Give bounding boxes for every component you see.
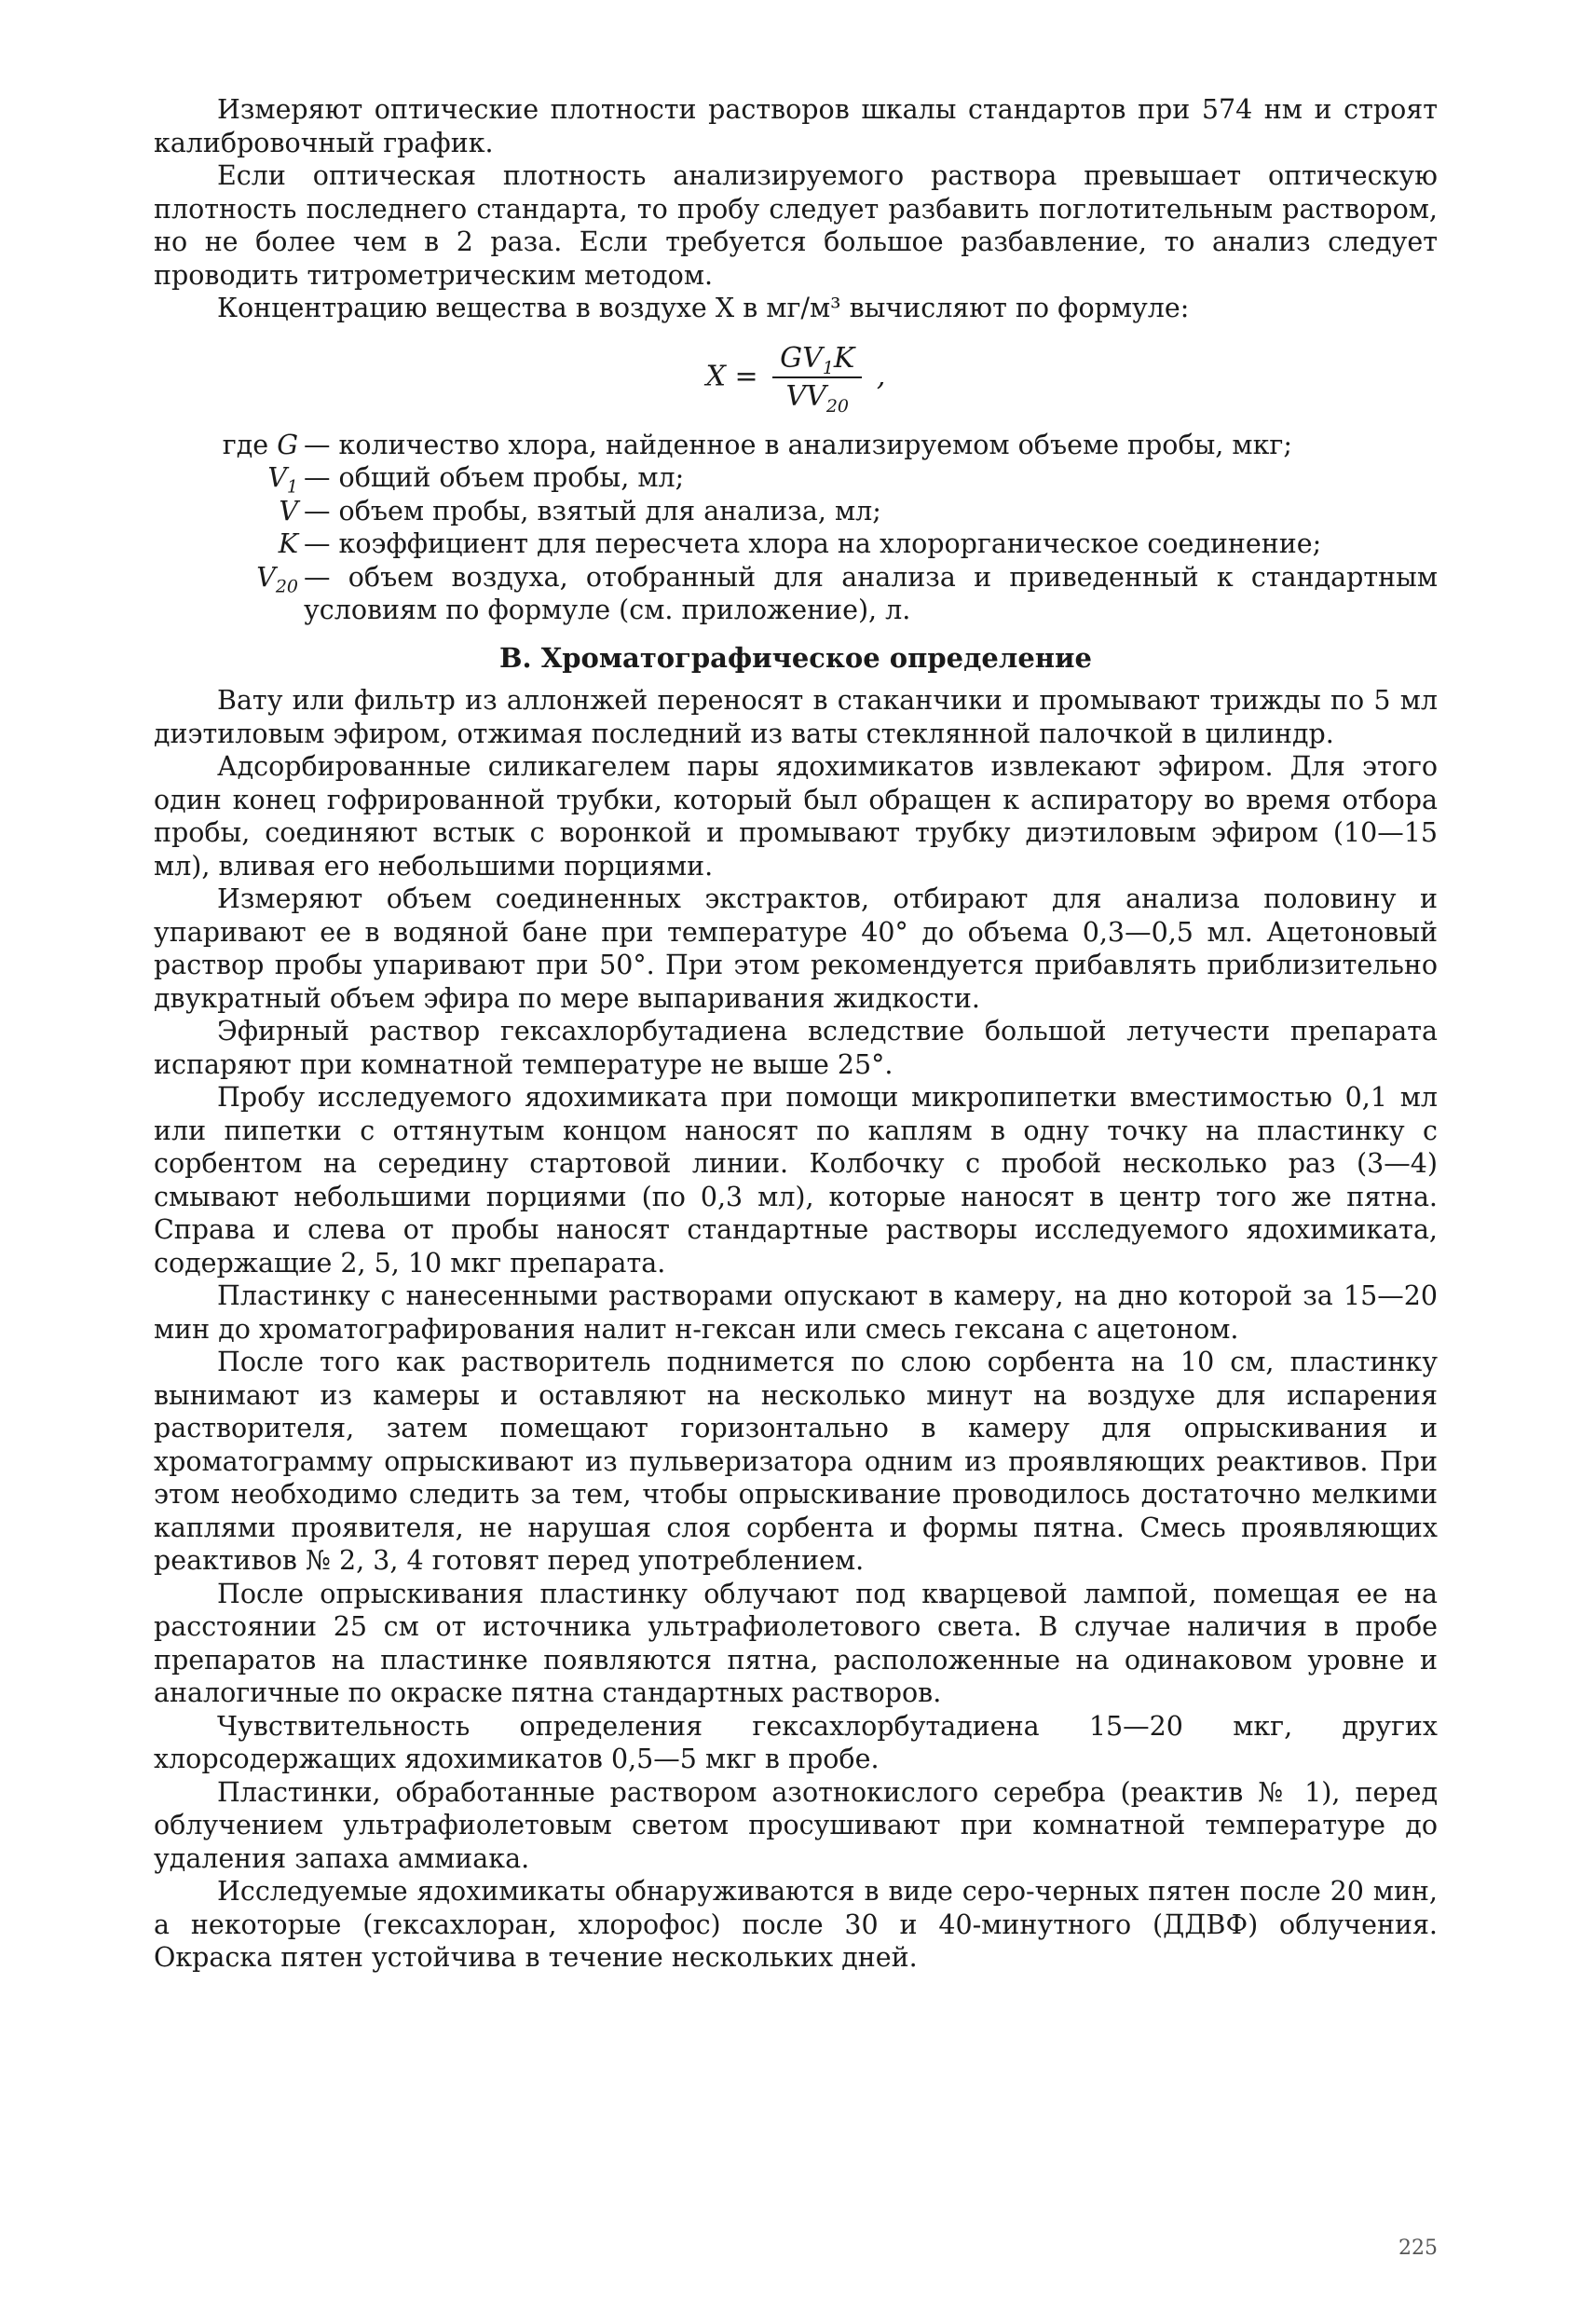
- paragraph: Измеряют оптические плотности растворов шкалы стандартов при 574 нм и строят калибровочный график.: [154, 94, 1438, 158]
- page-number: 225: [1398, 2237, 1438, 2260]
- paragraph: Чувствительность определения гексахлорбутадиена 15—20 мкг, других хлорсодержащих ядохимикатов 0,5—5 мкг в пробе.: [154, 1710, 1438, 1774]
- paragraph: Эфирный раствор гексахлорбутадиена вследствие большой летучести препарата испаряют при комнатной температуре не выше 25°.: [154, 1016, 1438, 1080]
- paragraph: Измеряют объем соединенных экстрактов, отбирают для анализа половину и упаривают ее в водяной бане при температуре 40° до объема 0,3—0,5 мл. Ацетоновый раствор пробы упаривают при 50°. При этом рекомендуется прибавлять приблизительно двукратный объем эфира по мере выпаривания жидкости.: [154, 883, 1438, 1014]
- paragraph: Пластинку с нанесенными растворами опускают в камеру, на дно которой за 15—20 мин до хроматографирования налит н-гексан или смесь гексана с ацетоном.: [154, 1280, 1438, 1345]
- paragraph: После того как растворитель поднимется по слою сорбента на 10 см, пластинку вынимают из камеры и оставляют на несколько минут на воздухе для испарения растворителя, затем помещают горизонтально в камеру для опрыскивания и хроматограмму опрыскивают из пульверизатора одним из проявляющих реактивов. При этом необходимо следить за тем, чтобы опрыскивание проводилось достаточно мелкими каплями проявителя, не нарушая слоя сорбента и формы пятна. Смесь проявляющих реактивов № 2, 3, 4 готовят перед употреблением.: [154, 1347, 1438, 1576]
- paragraph: Концентрацию вещества в воздухе X в мг/м³ вычисляют по формуле:: [217, 293, 1190, 323]
- definition-item: K — коэффициент для пересчета хлора на хлорорганическое соединение;: [278, 528, 1322, 559]
- formula-comma: ,: [876, 360, 886, 392]
- definition-item: $V_1$ — общий объем пробы, мл;: [267, 462, 685, 498]
- paragraph: Пробу исследуемого ядохимиката при помощи микропипетки вместимостью 0,1 мл или пипетки с оттянутым концом наносят по каплям в одну точку на пластинку с сорбентом на середину стартовой линии. Колбочку с пробой несколько раз (3—4) смывают небольшими порциями (по 0,3 мл), которые наносят в центр того же пятна. Справа и слева от пробы наносят стандартные растворы исследуемого ядохимиката, содержащие 2, 5, 10 мкг препарата.: [154, 1082, 1438, 1279]
- section-body: [154, 684, 1438, 1975]
- formula-equals: =: [734, 360, 758, 392]
- formula-numerator: $GV_1K$: [772, 342, 862, 379]
- paragraph: После опрыскивания пластинку облучают под кварцевой лампой, помещая ее на расстоянии 25 см от источника ультрафиолетового света. В случае наличия в пробе препаратов на пластинке появляются пятна, расположенные на одинаковом уровне и аналогичные по окраске пятна стандартных растворов.: [154, 1578, 1438, 1708]
- section-heading: В. Хроматографическое определение: [499, 641, 1092, 674]
- paragraph: Пластинки, обработанные раствором азотнокислого серебра (реактив № 1), перед облучением ультрафиолетовым светом просушивают при комнатной температуре до удаления запаха аммиака.: [154, 1776, 1438, 1874]
- definition-item: $V_{20}$ — объем воздуха, отобранный для анализа и приведенный к стандартным условиям по формуле (см. приложение), л.: [256, 561, 1438, 625]
- concentration-formula: [154, 341, 1438, 417]
- paragraph: Вату или фильтр из аллонжей переносят в стаканчики и промывают трижды по 5 мл диэтиловым эфиром, отжимая последний из ваты стеклянной палочкой в цилиндр.: [154, 685, 1438, 749]
- variable-definitions: [154, 429, 1438, 627]
- paragraph: Исследуемые ядохимикаты обнаруживаются в виде серо-черных пятен после 20 мин, а некоторые (гексахлоран, хлорофос) после 30 и 40-минутного (ДДВФ) облучения. Окраска пятен устойчива в течение нескольких дней.: [154, 1876, 1438, 1973]
- paragraph: Адсорбированные силикагелем пары ядохимикатов извлекают эфиром. Для этого один конец гофрированной трубки, который был обращен к аспиратору во время отбора пробы, соединяют встык с воронкой и промывают трубку диэтиловым эфиром (10—15 мл), вливая его небольшими порциями.: [154, 751, 1438, 882]
- formula-lhs: X: [705, 360, 726, 392]
- formula-denominator: $VV_{20}$: [785, 380, 850, 417]
- intro-text: [154, 93, 1438, 325]
- definition-item: V — объем пробы, взятый для анализа, мл;: [279, 495, 881, 527]
- definition-item: где G — количество хлора, найденное в анализируемом объеме пробы, мкг;: [222, 429, 1292, 460]
- paragraph: Если оптическая плотность анализируемого раствора превышает оптическую плотность последнего стандарта, то пробу следует разбавить поглотительным раствором, но не более чем в 2 раза. Если требуется большое разбавление, то анализ следует проводить титрометрическим методом.: [154, 160, 1438, 291]
- formula-fraction: [772, 341, 862, 417]
